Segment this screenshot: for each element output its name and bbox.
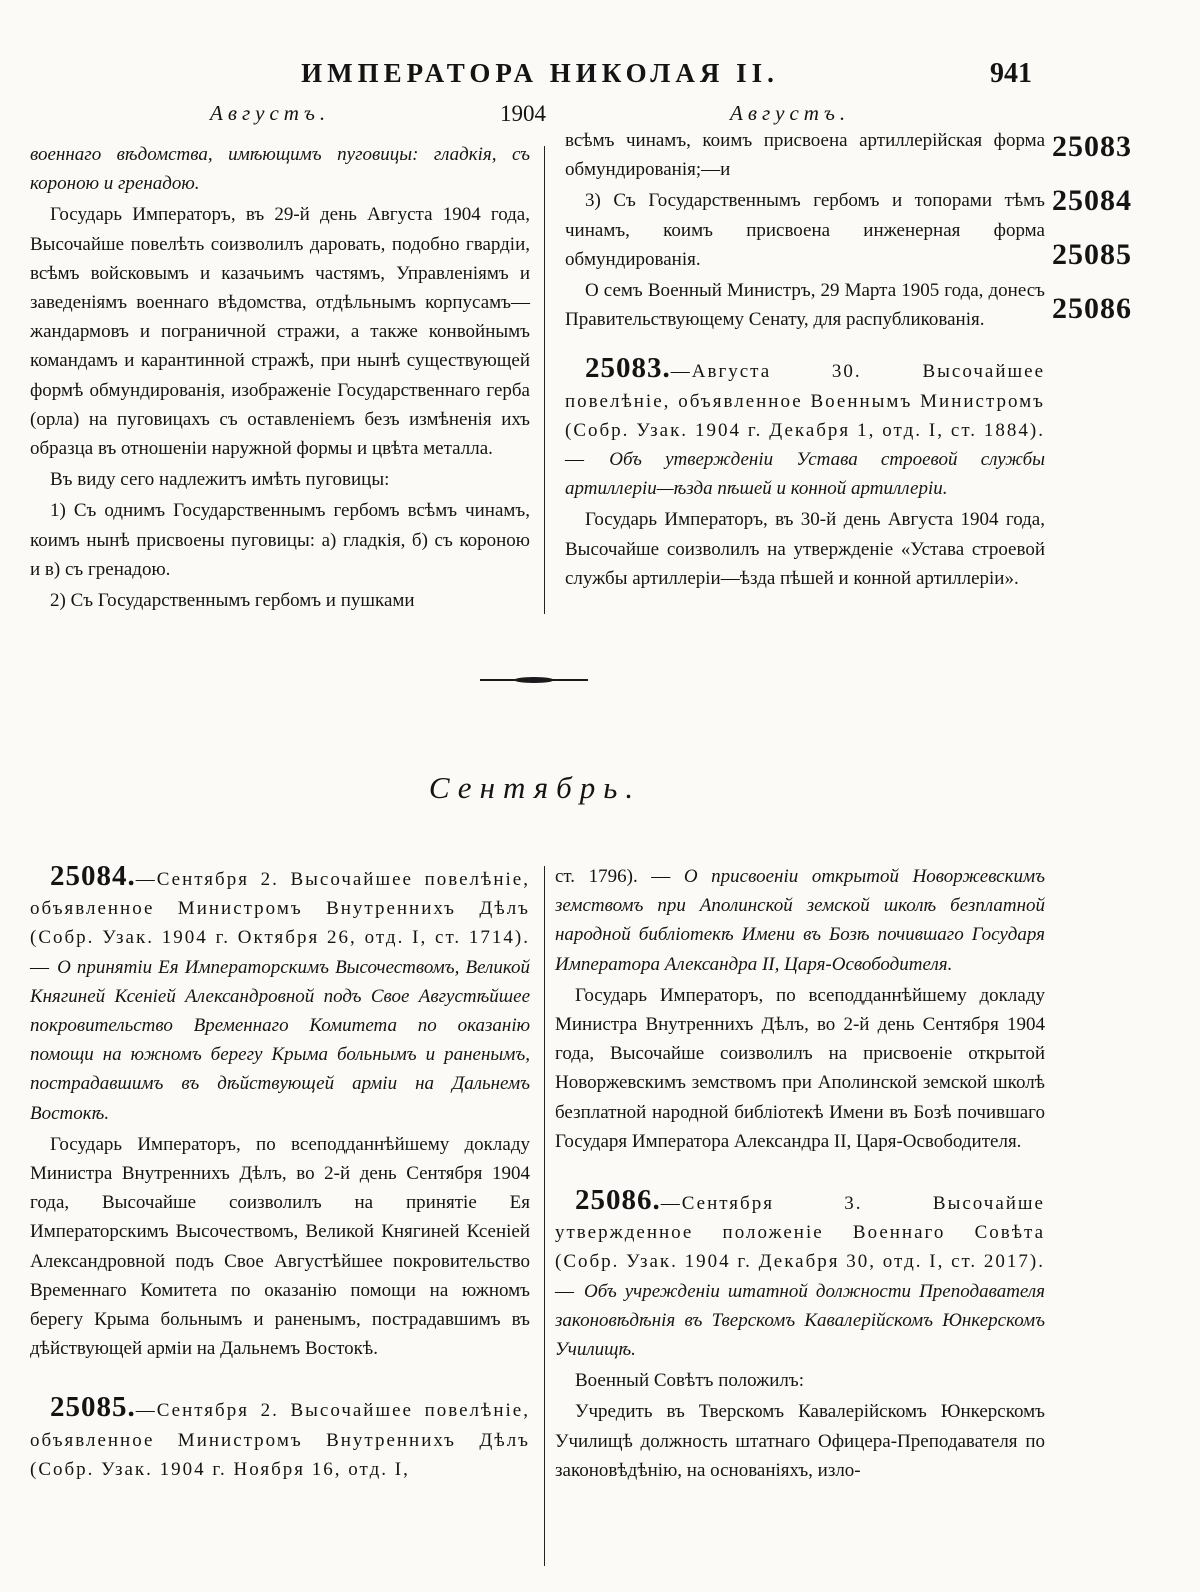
paragraph: военнаго вѣдомства, имѣющимъ пуговицы: гладкія, съ короною и гренадою.: [30, 144, 530, 195]
paragraph: 2) Съ Государственнымъ гербомъ и пушками: [50, 590, 415, 612]
entry-number: 25085.: [50, 1391, 136, 1424]
entry-title: Объ утвержденіи Устава строевой службы артиллеріи—ѣзда пѣшей и конной артиллеріи.: [565, 449, 1046, 500]
column-divider-bottom: [544, 866, 545, 1566]
paragraph: Государь Императоръ, въ 29-й день Августа 1904 года, Высочайше повелѣть соизволилъ даровать, подобно гвардіи, всѣмъ войсковымъ и казачьимъ частямъ, Управленіямъ и заведеніямъ военнаго вѣдомства, отдѣльнымъ корпусамъ—жандармовъ и пограничной стражи, а также конвойнымъ командамъ и карантинной стражѣ, при нынѣ существующей формѣ обмундированія, изображеніе Государственнаго герба (орла) на пуговицахъ съ оставленіемъ безъ измѣненія ихъ образца въ отношеніи наружной формы и цвѣта металла.: [30, 204, 530, 460]
entry-head: ст. 1796). —: [555, 866, 671, 887]
entry-number: 25086.: [575, 1184, 661, 1217]
month-left: Августъ.: [210, 101, 331, 125]
paragraph: Государь Императоръ, по всеподданнѣйшему докладу Министра Внутреннихъ Дѣлъ, во 2-й день Сентября 1904 года, Высочайше соизволилъ на принятіе Ея Императорскимъ Высочествомъ, Великой Княгиней Ксеніей Александровной подъ Свое Августѣйшее покровительство Временнаго Комитета по оказанію помощи на южномъ берегу Крыма больнымъ и раненымъ, пострадавшимъ въ дѣйствующей арміи на Дальнемъ Востокѣ.: [30, 1133, 530, 1360]
running-title: ИМПЕРАТОРА НИКОЛАЯ II.: [301, 58, 779, 88]
entry-continuation: [555, 862, 1045, 979]
entry-head: —Августа 30. Высочайшее повелѣніе, объявленное Военнымъ Министромъ (Собр. Узак. 1904 г. Декабря 1, отд. I, ст. 1884).—: [565, 361, 1045, 471]
margin-number: 25084: [1052, 184, 1132, 217]
paragraph: всѣмъ чинамъ, коимъ присвоена артиллерійская форма обмундированія;—и: [565, 130, 1045, 181]
entry-title: О присвоеніи открытой Новоржевскимъ земствомъ при Аполинской земской школѣ безплатной народной библіотекѣ Имени въ Бозѣ почившаго Государя Императора Александра II, Царя-Освободителя.: [555, 866, 1045, 975]
month-right: Августъ.: [730, 101, 851, 125]
entry-number: 25083.: [585, 352, 671, 385]
paragraph: Государь Императоръ, въ 30-й день Августа 1904 года, Высочайше соизволилъ на утвержденіе «Устава строевой службы артиллеріи—ѣзда пѣшей и конной артиллеріи».: [565, 509, 1045, 589]
paragraph: О семъ Военный Министръ, 29 Марта 1905 года, донесъ Правительствующему Сенату, для распубликованія.: [565, 280, 1045, 331]
column-top-right: [565, 126, 1045, 593]
column-bottom-left: [30, 862, 530, 1484]
entry-head: —Сентября 2. Высочайшее повелѣніе, объявленное Министромъ Внутреннихъ Дѣлъ (Собр. Узак. 1904 г. Ноября 16, отд. I,: [30, 1400, 530, 1480]
ornament-divider: [480, 676, 588, 684]
entry-title: О принятіи Ея Императорскимъ Высочествомъ, Великой Княгиней Ксеніей Александровной подъ Свое Августѣйшее покровительство Временнаго Комитета по оказанію помощи на южномъ берегу Крыма больнымъ и раненымъ, пострадавшимъ въ дѣйствующей арміи на Дальнемъ Востокѣ.: [30, 956, 530, 1124]
paragraph: Въ виду сего надлежитъ имѣть пуговицы:: [50, 469, 390, 491]
paragraph: 1) Съ однимъ Государственнымъ гербомъ всѣмъ чинамъ, коимъ нынѣ присвоены пуговицы: а) гладкія, б) съ короною и в) съ гренадою.: [30, 500, 530, 580]
margin-number: 25085: [1052, 238, 1132, 271]
entry-heading-25084: [30, 862, 530, 1128]
entry-heading-25085: [30, 1393, 530, 1484]
column-top-left: [30, 140, 530, 615]
entry-number: 25084.: [50, 860, 136, 892]
margin-number: 25086: [1052, 292, 1132, 325]
page-number: 941: [990, 58, 1032, 89]
entry-head: —Сентября 2. Высочайшее повелѣніе, объявленное Министромъ Внутреннихъ Дѣлъ (Собр. Узак. 1904 г. Октября 26, отд. I, ст. 1714). —: [30, 869, 530, 978]
column-bottom-right: [555, 862, 1045, 1485]
paragraph: Государь Императоръ, по всеподданнѣйшему докладу Министра Внутреннихъ Дѣлъ, во 2-й день Сентября 1904 года, Высочайше соизволилъ на присвоеніе открытой Новоржевскимъ земствомъ при Аполинской земской школѣ безплатной народной библіотекѣ Имени въ Бозѣ почившаго Государя Императора Александра II, Царя-Освободителя.: [555, 984, 1045, 1152]
entry-heading-25086: [555, 1186, 1045, 1364]
paragraph: Военный Совѣтъ положилъ:: [575, 1370, 805, 1392]
entry-title: Объ учрежденіи штатной должности Преподавателя законовѣдѣнія въ Тверскомъ Кавалерійскомъ Юнкерскомъ Училищѣ.: [555, 1280, 1046, 1361]
entry-heading-25083: [565, 354, 1045, 503]
paragraph: Учредить въ Тверскомъ Кавалерійскомъ Юнкерскомъ Училищѣ должность штатнаго Офицера-Преподавателя по законовѣдѣнію, на основаніяхъ, изло-: [555, 1401, 1045, 1481]
margin-number: 25083: [1052, 130, 1132, 163]
column-divider-top: [544, 146, 545, 614]
entry-head: —Сентября 3. Высочайше утвержденное положеніе Военнаго Совѣта (Собр. Узак. 1904 г. Декабря 30, отд. I, ст. 2017).—: [555, 1193, 1045, 1302]
paragraph: 3) Съ Государственнымъ гербомъ и топорами тѣмъ чинамъ, коимъ присвоена инженерная форма обмундированія.: [565, 190, 1045, 270]
section-title: Сентябрь.: [428, 770, 642, 805]
year: 1904: [500, 101, 546, 126]
